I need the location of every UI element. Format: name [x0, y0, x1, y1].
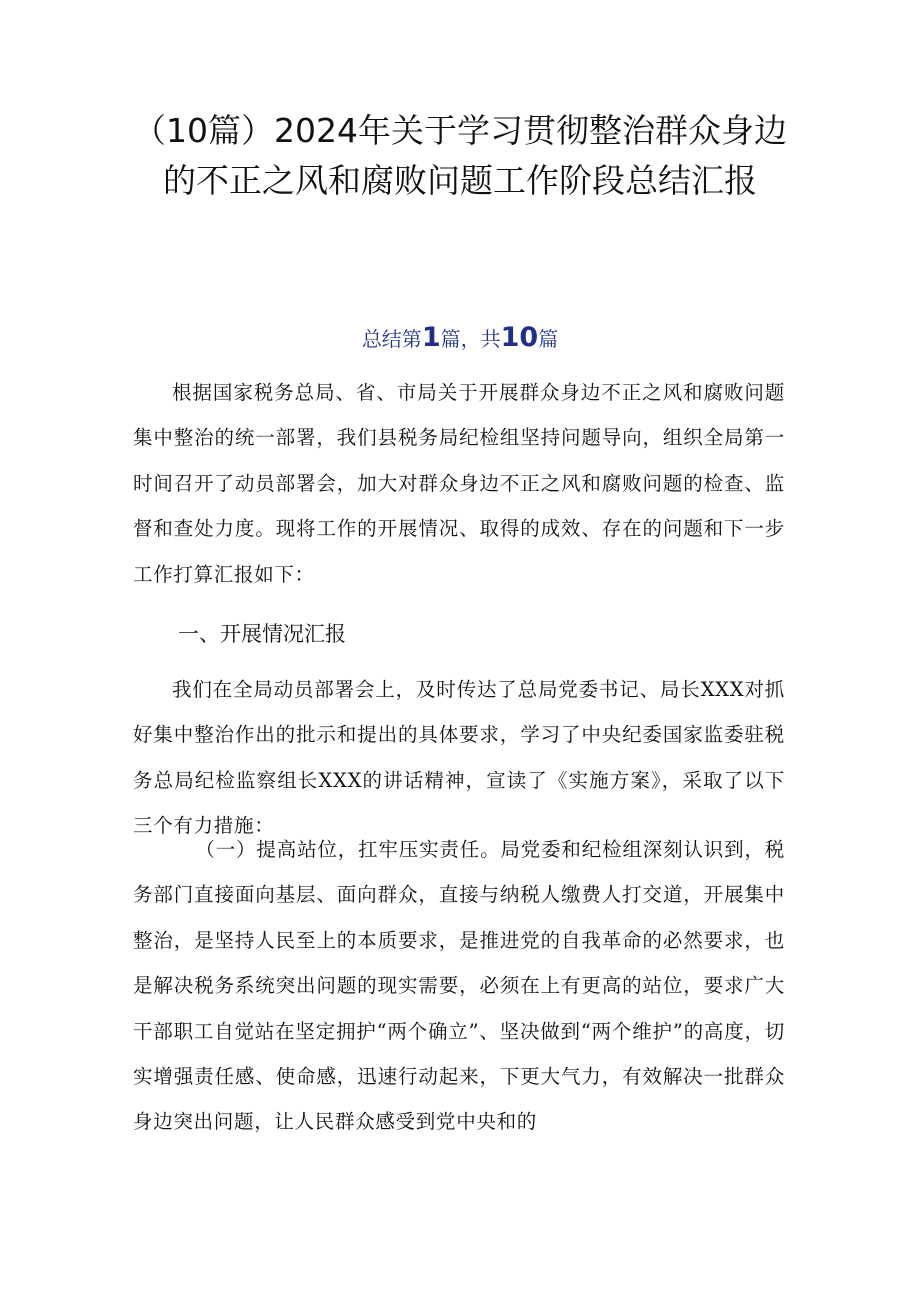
document-subtitle [0, 318, 920, 359]
subtitle-current-number: 1 [421, 322, 441, 353]
subtitle-prefix: 总结第 [361, 327, 422, 351]
subtitle-suffix: 篇 [538, 327, 559, 351]
subtitle-total-number: 10 [500, 322, 539, 353]
document-title: （10篇）2024年关于学习贯彻整治群众身边的不正之风和腐败问题工作阶段总结汇报 [133, 111, 787, 200]
section-paragraph: 我们在全局动员部署会上，及时传达了总局党委书记、局长XXX对抓好集中整治作出的批示和提出的具体要求，学习了中央纪委国家监委驻税务总局纪检监察组长XXX的讲话精神，宣读了《实施方案》，采取了以下三个有力措施： [133, 678, 785, 838]
item-paragraph: （一）提高站位，扛牢压实责任。局党委和纪检组深刻认识到，税务部门直接面向基层、面向群众，直接与纳税人缴费人打交道，开展集中整治，是坚持人民至上的本质要求，是推进党的自我革命的必然要求，也是解决税务系统突出问题的现实需要，必须在上有更高的站位，要求广大干部职工自觉站在坚定拥护“两个确立”、坚决做到“两个维护”的高度，切实增强责任感、使命感，迅速行动起来，下更大气力，有效解决一批群众身边突出问题，让人民群众感受到党中央和的 [133, 838, 785, 1134]
intro-paragraph: 根据国家税务总局、省、市局关于开展群众身边不正之风和腐败问题集中整治的统一部署，我们县税务局纪检组坚持问题导向，组织全局第一时间召开了动员部署会，加大对群众身边不正之风和腐败问题的检查、监督和查处力度。现将工作的开展情况、取得的成效、存在的问题和下一步工作打算汇报如下： [133, 381, 785, 586]
subtitle-middle: 篇，共 [440, 327, 501, 351]
section-heading: 一、开展情况汇报 [178, 622, 346, 646]
